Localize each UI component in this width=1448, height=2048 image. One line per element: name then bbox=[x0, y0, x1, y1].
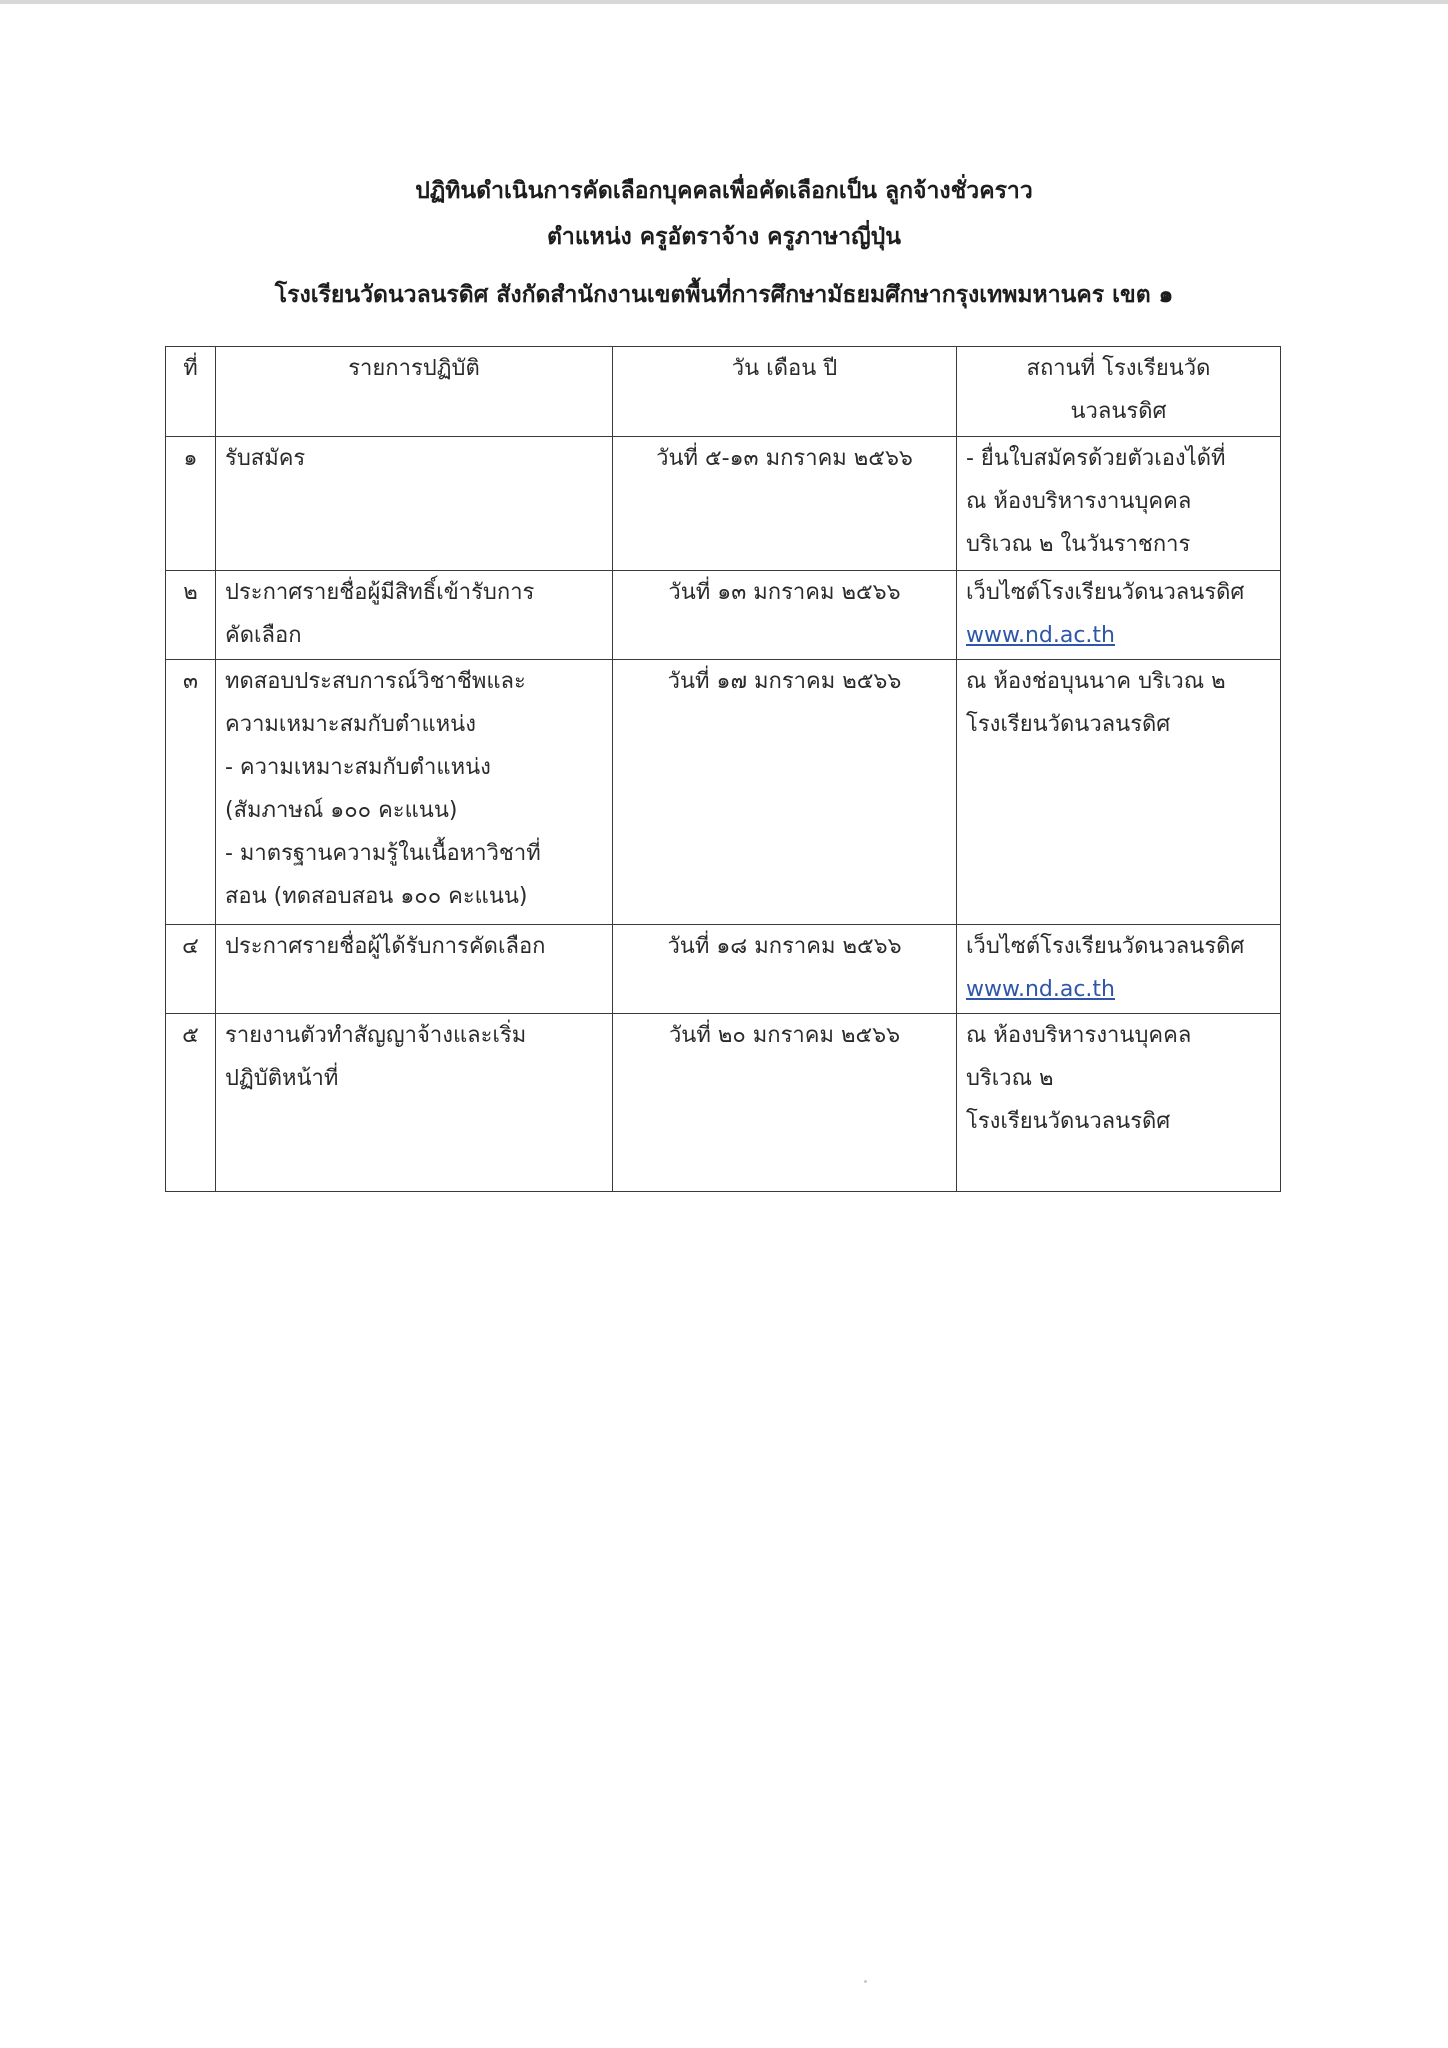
place-line: ณ ห้องบริหารงานบุคคล bbox=[966, 489, 1192, 514]
activity-line: ประกาศรายชื่อผู้มีสิทธิ์เข้ารับการ bbox=[225, 580, 535, 605]
website-link[interactable]: www.nd.ac.th bbox=[966, 977, 1115, 1002]
row-number: ๔ bbox=[166, 925, 216, 1014]
header-place-line-2: นวลนรดิศ bbox=[1070, 399, 1167, 424]
place-line: เว็บไซต์โรงเรียนวัดนวลนรดิศ bbox=[966, 580, 1245, 605]
row-activity bbox=[216, 437, 613, 571]
activity-line: ทดสอบประสบการณ์วิชาชีพและ bbox=[225, 669, 526, 694]
header-date: วัน เดือน ปี bbox=[613, 347, 957, 437]
place-line: บริเวณ ๒ bbox=[966, 1066, 1054, 1091]
table-row bbox=[166, 925, 1281, 1014]
place-line: ณ ห้องช่อบุนนาค บริเวณ ๒ bbox=[966, 669, 1226, 694]
row-date: วันที่ ๒๐ มกราคม ๒๕๖๖ bbox=[613, 1014, 957, 1192]
row-number: ๓ bbox=[166, 660, 216, 925]
header-place-line-1: สถานที่ โรงเรียนวัด bbox=[1026, 356, 1211, 381]
row-activity bbox=[216, 925, 613, 1014]
place-line: โรงเรียนวัดนวลนรดิศ bbox=[966, 712, 1171, 737]
place-line: บริเวณ ๒ ในวันราชการ bbox=[966, 532, 1191, 557]
row-place bbox=[957, 571, 1281, 660]
row-number: ๒ bbox=[166, 571, 216, 660]
row-date: วันที่ ๑๓ มกราคม ๒๕๖๖ bbox=[613, 571, 957, 660]
row-activity bbox=[216, 1014, 613, 1192]
activity-line: - ความเหมาะสมกับตำแหน่ง bbox=[225, 755, 491, 780]
row-date: วันที่ ๑๗ มกราคม ๒๕๖๖ bbox=[613, 660, 957, 925]
row-activity bbox=[216, 660, 613, 925]
activity-line: รายงานตัวทำสัญญาจ้างและเริ่ม bbox=[225, 1023, 527, 1048]
title-line-2: ตำแหน่ง ครูอัตราจ้าง ครูภาษาญี่ปุ่น bbox=[547, 224, 901, 250]
header-place bbox=[957, 347, 1281, 437]
row-place bbox=[957, 660, 1281, 925]
activity-line: - มาตรฐานความรู้ในเนื้อหาวิชาที่ bbox=[225, 841, 541, 866]
activity-line: ปฏิบัติหน้าที่ bbox=[225, 1066, 339, 1091]
schedule-table bbox=[165, 346, 1281, 1192]
header-activity: รายการปฏิบัติ bbox=[216, 347, 613, 437]
title-line-1: ปฏิทินดำเนินการคัดเลือกบุคคลเพื่อคัดเลือกเป็น ลูกจ้างชั่วคราว bbox=[415, 178, 1033, 204]
table-row bbox=[166, 571, 1281, 660]
table-row bbox=[166, 660, 1281, 925]
activity-line: สอน (ทดสอบสอน ๑๐๐ คะแนน) bbox=[225, 884, 528, 909]
place-line: โรงเรียนวัดนวลนรดิศ bbox=[966, 1109, 1171, 1134]
website-link[interactable]: www.nd.ac.th bbox=[966, 623, 1115, 648]
activity-line: รับสมัคร bbox=[225, 446, 306, 471]
row-activity bbox=[216, 571, 613, 660]
scan-top-edge bbox=[0, 0, 1448, 4]
activity-line: ความเหมาะสมกับตำแหน่ง bbox=[225, 712, 476, 737]
row-number: ๕ bbox=[166, 1014, 216, 1192]
activity-line: (สัมภาษณ์ ๑๐๐ คะแนน) bbox=[225, 798, 458, 823]
title-line-3: โรงเรียนวัดนวลนรดิศ สังกัดสำนักงานเขตพื้นที่การศึกษามัธยมศึกษากรุงเทพมหานคร เขต ๑ bbox=[274, 282, 1174, 308]
table-row bbox=[166, 1014, 1281, 1192]
row-date: วันที่ ๑๘ มกราคม ๒๕๖๖ bbox=[613, 925, 957, 1014]
activity-line: คัดเลือก bbox=[225, 623, 302, 648]
row-number: ๑ bbox=[166, 437, 216, 571]
place-line: - ยื่นใบสมัครด้วยตัวเองได้ที่ bbox=[966, 446, 1226, 471]
row-place bbox=[957, 437, 1281, 571]
row-place bbox=[957, 1014, 1281, 1192]
table-row bbox=[166, 437, 1281, 571]
scan-speck bbox=[864, 1980, 867, 1983]
place-line: ณ ห้องบริหารงานบุคคล bbox=[966, 1023, 1192, 1048]
place-line: เว็บไซต์โรงเรียนวัดนวลนรดิศ bbox=[966, 934, 1245, 959]
row-date: วันที่ ๕-๑๓ มกราคม ๒๕๖๖ bbox=[613, 437, 957, 571]
activity-line: ประกาศรายชื่อผู้ได้รับการคัดเลือก bbox=[225, 934, 546, 959]
table-header-row bbox=[166, 347, 1281, 437]
header-no: ที่ bbox=[166, 347, 216, 437]
row-place bbox=[957, 925, 1281, 1014]
